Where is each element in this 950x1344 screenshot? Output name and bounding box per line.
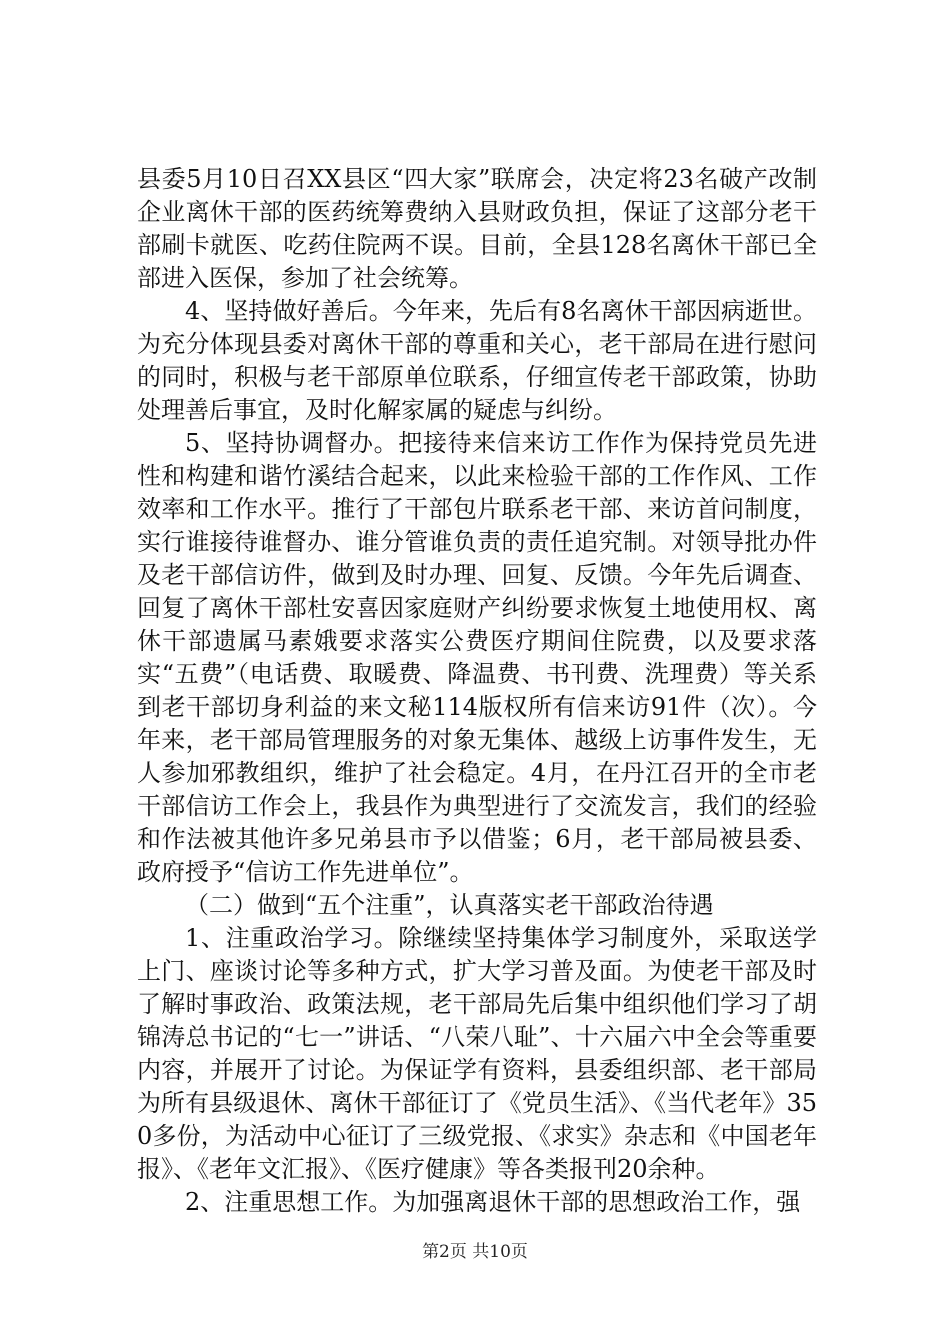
paragraph-ideological-work: 2、注重思想工作。为加强离退休干部的思想政治工作，强	[185, 1188, 801, 1216]
paragraph-item-5: 5、坚持协调督办。把接待来信来访工作作为保持党员先进性和构建和谐竹溪结合起来，以此来检验干部的工作作风、工作效率和工作水平。推行了干部包片联系老干部、来访首问制度，实行谁接待谁督办、谁分管谁负责的责任追究制。对领导批办件及老干部信访件，做到及时办理、回复、反馈。今年先后调查、回复了离休干部杜安喜因家庭财产纠纷要求恢复土地使用权、离休干部遗属马素娥要求落实公费医疗期间住院费，以及要求落实“五费”（电话费、取暖费、降温费、书刊费、洗理费）等关系到老干部切身利益的来文秘114版权所有信来访91件（次）。今年来，老干部局管理服务的对象无集体、越级上访事件发生，无人参加邪教组织，维护了社会稳定。4月，在丹江召开的全市老干部信访工作会上，我县作为典型进行了交流发言，我们的经验和作法被其他许多兄弟县市予以借鉴；6月，老干部局被县委、政府授予“信访工作先进单位”。	[137, 429, 817, 886]
paragraph-continuation: 县委5月10日召XX县区“四大家”联席会，决定将23名破产改制企业离休干部的医药统筹费纳入县财政负担，保证了这部分老干部刷卡就医、吃药住院两不误。目前，全县128名离休干部已全部进入医保，参加了社会统筹。	[137, 165, 817, 292]
page-footer: 第2页 共10页	[422, 1242, 528, 1262]
paragraph-item-4: 4、坚持做好善后。今年来，先后有8名离休干部因病逝世。为充分体现县委对离休干部的尊重和关心，老干部局在进行慰问的同时，积极与老干部原单位联系，仔细宣传老干部政策，协助处理善后事宜，及时化解家属的疑虑与纠纷。	[137, 297, 817, 424]
document-body	[137, 163, 817, 1219]
paragraph-political-study: 1、注重政治学习。除继续坚持集体学习制度外，采取送学上门、座谈讨论等多种方式，扩大学习普及面。为使老干部及时了解时事政治、政策法规，老干部局先后集中组织他们学习了胡锦涛总书记的“七一”讲话、“八荣八耻”、十六届六中全会等重要内容，并展开了讨论。为保证学有资料，县委组织部、老干部局为所有县级退休、离休干部征订了《党员生活》、《当代老年》350多份，为活动中心征订了三级党报、《求实》杂志和《中国老年报》、《老年文汇报》、《医疗健康》等各类报刊20余种。	[137, 924, 817, 1183]
section-heading: （二）做到“五个注重”，认真落实老干部政治待遇	[185, 891, 714, 919]
